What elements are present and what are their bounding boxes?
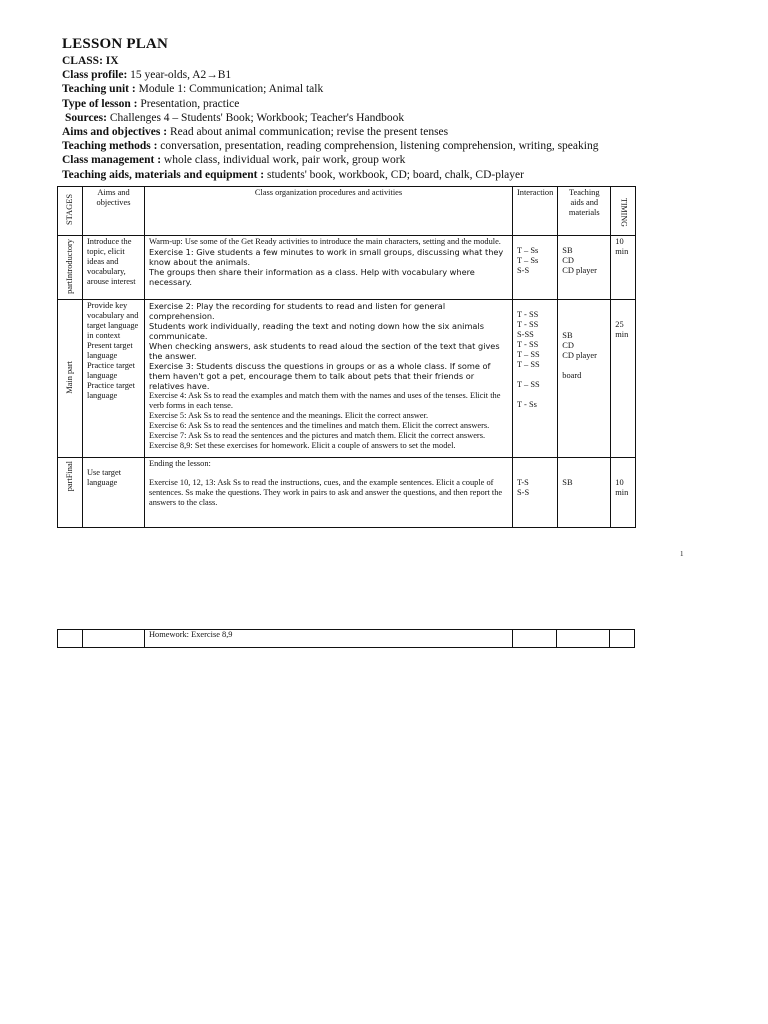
timing-header: TIMING: [611, 187, 636, 236]
lesson-plan-table: [57, 186, 636, 528]
class-management-line: Class management : whole class, individual work, pair work, group work: [62, 154, 406, 167]
procedure-line: Exercise 8,9: Set these exercises for homework. Elicit a couple of answers to set the model.: [149, 441, 456, 450]
interaction-cell: [513, 630, 557, 648]
lesson-plan-header: [62, 36, 742, 182]
interaction-cell: T-S S-S: [513, 458, 558, 528]
table-row: [58, 630, 635, 648]
aims-line: Aims and objectives : Read about animal communication; revise the present tenses: [62, 126, 449, 139]
procedure-line: Ending the lesson:: [149, 459, 211, 468]
table-row: [58, 300, 636, 458]
teaching-unit-line: Teaching unit : Module 1: Communication; Animal talk: [62, 83, 324, 96]
procedure-line: Exercise 3: Students discuss the questions in groups or as a whole class. If some of them haven't got a pet, encourage them to talk about pets that their friends or relatives have.: [149, 361, 491, 391]
procedure-line: Exercise 5: Ask Ss to read the sentence and the meanings. Elicit the correct answer.: [149, 411, 429, 420]
aims-header: Aims and objectives: [83, 187, 145, 236]
aims-cell: Use target language: [83, 458, 145, 528]
continuation-table: [57, 629, 635, 648]
procedure-line: The groups then share their information as a class. Help with vocabulary where necessary.: [149, 267, 475, 287]
sources-line: Sources: Challenges 4 – Students' Book; Workbook; Teacher's Handbook: [65, 111, 405, 124]
interaction-cell: T – Ss T – Ss S-S: [513, 236, 558, 300]
table-row: [58, 236, 636, 300]
aims-cell: Introduce the topic, elicit ideas and vocabulary, arouse interest: [83, 236, 145, 300]
methods-line: Teaching methods : conversation, presentation, reading comprehension, listening comprehension, writing, speaking: [62, 140, 599, 153]
procedures-cell: [145, 458, 513, 528]
procedure-line: Students work individually, reading the text and noting down how the six animals communicate.: [149, 321, 484, 341]
aims-cell: [83, 630, 145, 648]
procedure-line: Exercise 10, 12, 13: Ask Ss to read the instructions, cues, and the example sentences. Elicit a couple of sentences. Ss make the questions. They work in pairs to ask and answer the questions, and then report the answers to the class.: [149, 478, 503, 507]
stage-cell: [58, 630, 83, 648]
class-profile-line: Class profile: 15 year-olds, A2→B1: [62, 69, 232, 82]
timing-cell: 10 min: [611, 236, 636, 300]
procedures-header: Class organization procedures and activities: [145, 187, 513, 236]
procedure-line: Exercise 2: Play the recording for students to read and listen for general comprehension.: [149, 301, 446, 321]
lesson-type-line: Type of lesson : Presentation, practice: [62, 97, 240, 110]
timing-cell: [610, 630, 635, 648]
stage-cell: partFinal: [58, 458, 83, 528]
procedure-line: When checking answers, ask students to read aloud the section of the text that gives the answer.: [149, 341, 500, 361]
procedure-line: Warm-up: Use some of the Get Ready activities to introduce the main characters, setting and the module.: [149, 237, 501, 246]
procedure-line: Exercise 1: Give students a few minutes to work in small groups, discussing what they know about the animals.: [149, 247, 504, 267]
teaching-aids-line: Teaching aids, materials and equipment : students' book, workbook, CD; board, chalk, CD-player: [62, 168, 524, 181]
interaction-header: Interaction: [513, 187, 558, 236]
timing-cell: 25 min: [611, 300, 636, 458]
page-title: LESSON PLAN: [62, 36, 168, 52]
stages-header: STAGES: [58, 187, 83, 236]
class-line: CLASS: IX: [62, 55, 119, 67]
homework-cell: Homework: Exercise 8,9: [145, 630, 513, 648]
procedure-line: Exercise 6: Ask Ss to read the sentences and the timelines and match them. Elicit the correct answers.: [149, 421, 490, 430]
stage-cell: Main part: [58, 300, 83, 458]
procedure-line: Exercise 7: Ask Ss to read the sentences and the pictures and match them. Elicit the correct answers.: [149, 431, 486, 440]
aids-cell: SB CD CD player board: [558, 300, 611, 458]
aids-header: Teaching aids and materials: [558, 187, 611, 236]
procedure-line: Exercise 4: Ask Ss to read the examples and match them with the names and uses of the tenses. Elicit the verb forms in each tense.: [149, 391, 501, 410]
table-header-row: [58, 187, 636, 236]
stage-cell: partIntroductory: [58, 236, 83, 300]
procedures-cell: [145, 300, 513, 458]
procedures-cell: [145, 236, 513, 300]
table-row: [58, 458, 636, 528]
aids-cell: SB CD CD player: [558, 236, 611, 300]
interaction-cell: T - SS T - SS S-SS T - SS T – SS T – SS T – SS T - Ss: [513, 300, 558, 458]
aids-cell: [557, 630, 610, 648]
aims-cell: Provide key vocabulary and target language in context Present target language Practice target language Practice target language: [83, 300, 145, 458]
page-number: 1: [680, 550, 684, 558]
timing-cell: 10 min: [611, 458, 636, 528]
aids-cell: SB: [558, 458, 611, 528]
